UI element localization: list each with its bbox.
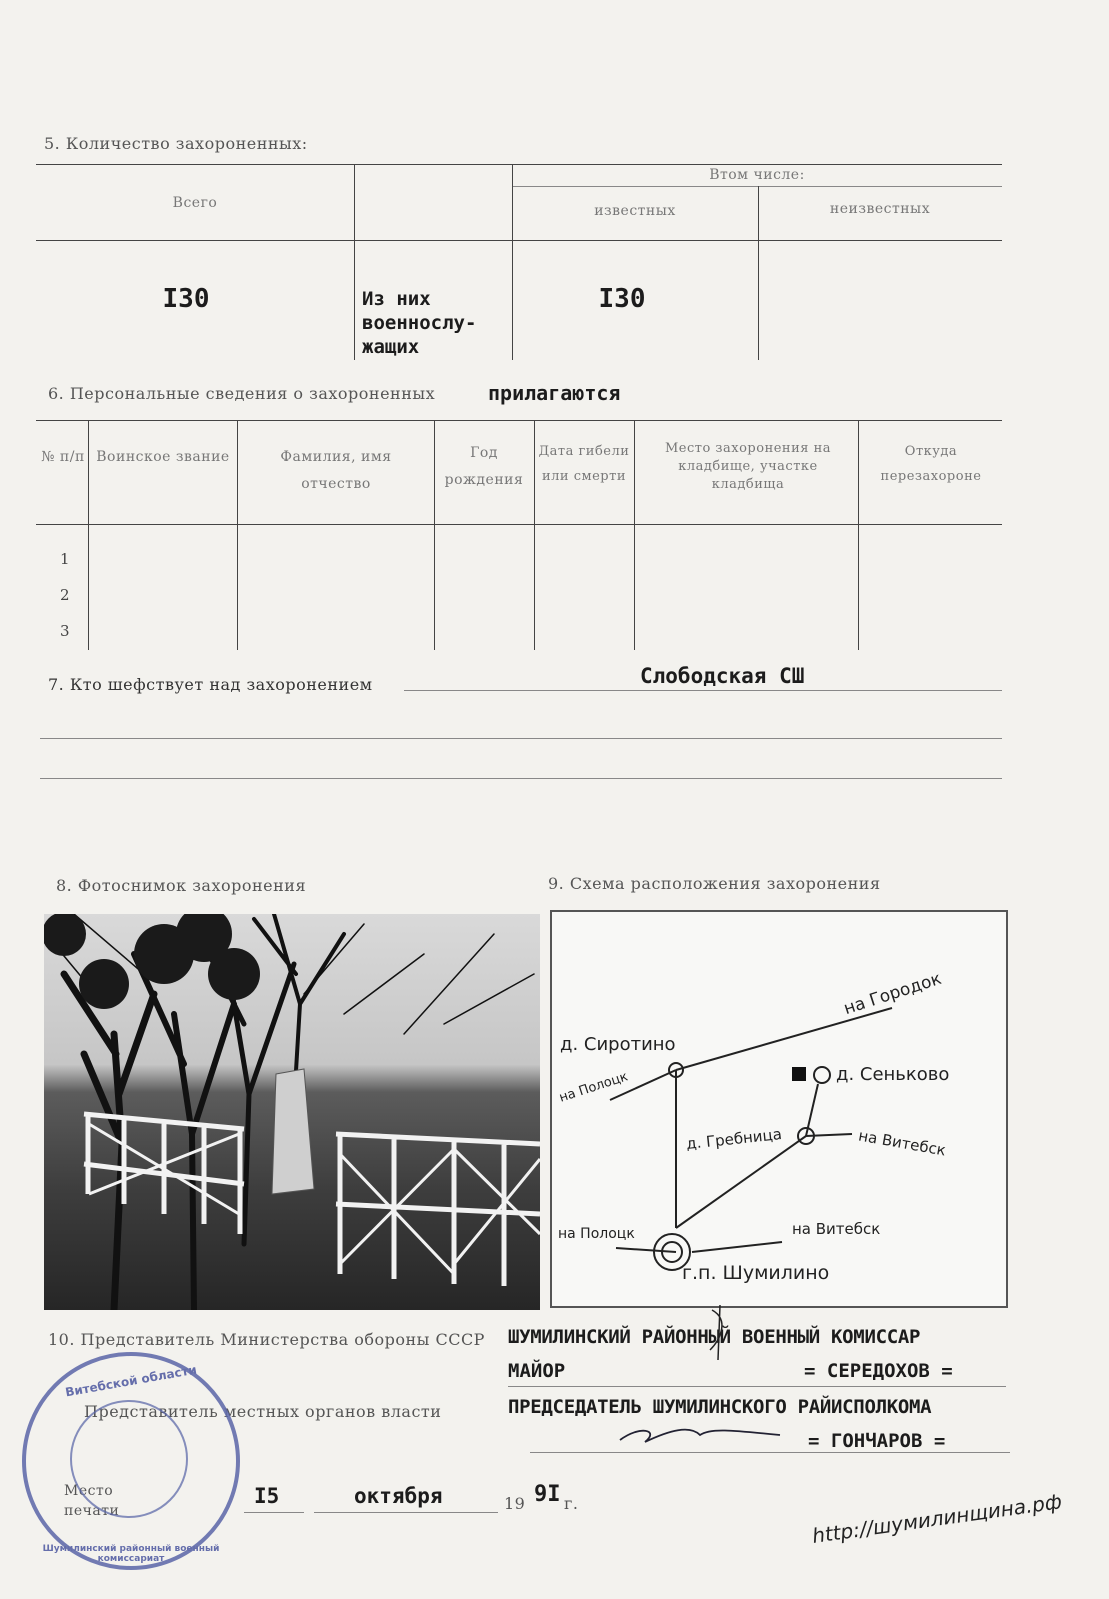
- stamp-inner-text: Витебской области: [64, 1362, 198, 1400]
- col-including-header: Втом числе:: [709, 167, 805, 183]
- chairman-title: ПРЕДСЕДАТЕЛЬ ШУМИЛИНСКОГО РАЙИСПОЛКОМА: [508, 1396, 932, 1418]
- th-death-date: Дата гибели или смерти: [538, 444, 630, 484]
- row-number: 3: [60, 622, 70, 640]
- map-label-sirotino: д. Сиротино: [560, 1034, 676, 1055]
- total-count: I30: [162, 284, 210, 314]
- th-number: № п/п: [41, 449, 85, 465]
- map-label-polotsk: на Полоцк: [557, 1069, 630, 1106]
- blank-line: [40, 738, 1002, 739]
- table5-divider: [512, 164, 513, 360]
- commissar-name: = СЕРЕДОХОВ =: [804, 1360, 953, 1382]
- burial-photo: [44, 914, 540, 1310]
- patron-organization: Слободская СШ: [640, 664, 805, 688]
- section10-title: 10. Представитель Министерства обороны СССР: [48, 1330, 485, 1349]
- date-underline: [314, 1512, 498, 1513]
- signature-scribble: [600, 1300, 800, 1460]
- patron-underline: [404, 690, 1002, 691]
- stamp-inner-ring: [70, 1400, 188, 1518]
- burial-photo-illustration: [44, 914, 540, 1310]
- table6-divider: [88, 420, 89, 650]
- row-number: 2: [60, 586, 70, 604]
- section5-title: 5. Количество захороненных:: [44, 134, 308, 153]
- date-year-suffix: 9I: [534, 1482, 561, 1507]
- date-underline: [244, 1512, 304, 1513]
- table6-divider: [534, 420, 535, 650]
- date-month: октября: [354, 1484, 443, 1508]
- col-known-header: известных: [594, 203, 676, 219]
- stamp-outer-text: Шумилинский районный военный комиссариат: [42, 1544, 220, 1564]
- section9-title: 9. Схема расположения захоронения: [548, 874, 881, 893]
- table6-divider: [858, 420, 859, 650]
- location-scheme: [550, 910, 1008, 1308]
- date-year-prefix: 19: [504, 1494, 526, 1513]
- th-name: Фамилия, имя отчество: [280, 449, 392, 492]
- military-note: Из них военнослу-жащих: [362, 288, 477, 358]
- official-stamp: [22, 1352, 240, 1570]
- th-burial-place: Место захоронения на кладбище, участке кладбища: [664, 441, 832, 493]
- table6-divider: [237, 420, 238, 650]
- map-label-polotsk: на Полоцк: [558, 1226, 635, 1242]
- table5-header-bottom: [36, 240, 1002, 241]
- th-rank: Воинское звание: [96, 449, 230, 465]
- map-label-gorodok: на Городок: [841, 968, 944, 1020]
- section7-title: 7. Кто шефствует над захоронением: [48, 675, 373, 694]
- personal-info-status: прилагаются: [488, 381, 621, 405]
- section8-title: 8. Фотоснимок захоронения: [56, 876, 307, 895]
- chairman-name: = ГОНЧАРОВ =: [808, 1430, 946, 1452]
- col-total-header: Всего: [172, 195, 218, 211]
- known-count: I30: [598, 284, 646, 314]
- section6-title: 6. Персональные сведения о захороненных: [48, 384, 436, 403]
- commissar-rank: МАЙОР: [508, 1360, 566, 1382]
- table5-divider: [354, 164, 355, 360]
- th-reburied-from: Откуда перезахороне: [880, 444, 982, 484]
- map-label-vitebsk: на Витебск: [857, 1126, 948, 1160]
- date-day: I5: [254, 1484, 280, 1508]
- map-label-vitebsk: на Витебск: [792, 1220, 881, 1238]
- table6-divider: [434, 420, 435, 650]
- seal-place-label: Место печати: [64, 1483, 120, 1519]
- map-label-senkovo: д. Сеньково: [836, 1064, 950, 1085]
- map-label-shumilino: г.п. Шумилино: [682, 1262, 830, 1284]
- row-number: 1: [60, 550, 70, 568]
- map-label-grebnitsa: д. Гребница: [685, 1125, 783, 1153]
- local-authority-label: Представитель местных органов власти: [84, 1402, 442, 1421]
- th-birth-year: Год рождения: [444, 445, 524, 488]
- blank-line: [40, 778, 1002, 779]
- military-commissar-title: ШУМИЛИНСКИЙ РАЙОННЫЙ ВОЕННЫЙ КОМИССАР: [508, 1326, 921, 1348]
- col-unknown-header: неизвестных: [829, 201, 931, 217]
- table6-divider: [634, 420, 635, 650]
- date-year-unit: г.: [564, 1494, 579, 1513]
- watermark-url[interactable]: http://шумилинщина.рф: [810, 1489, 1064, 1548]
